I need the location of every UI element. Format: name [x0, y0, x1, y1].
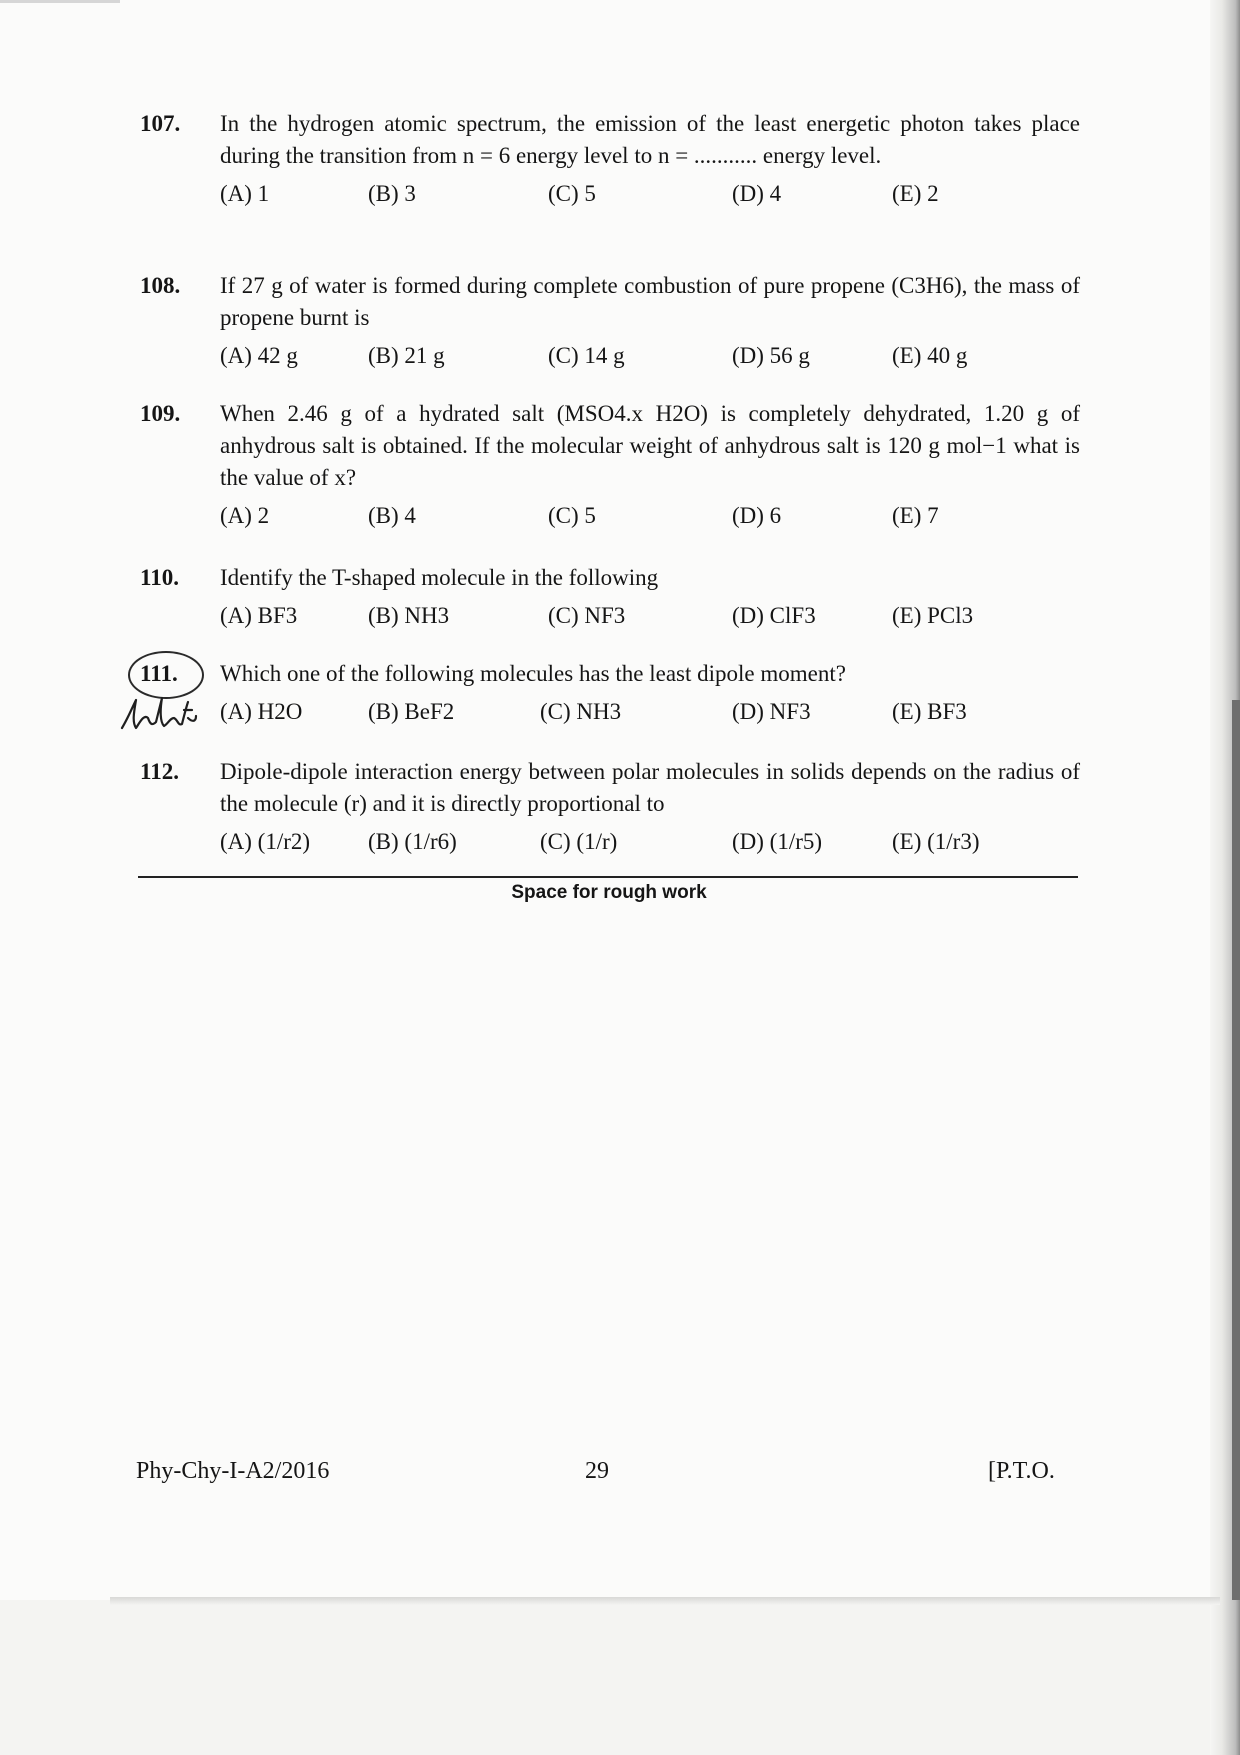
options-row	[140, 500, 1080, 536]
option-c: (C) NF3	[548, 603, 626, 628]
top-scan-mark	[0, 0, 120, 3]
question-number: 110.	[140, 565, 179, 590]
question-110	[140, 562, 1080, 636]
option-e: (E) PCl3	[892, 603, 974, 628]
option-b: (B) NH3	[368, 603, 450, 628]
option-b: (B) BeF2	[368, 699, 455, 724]
option-b: (B) 3	[368, 181, 416, 206]
option-b: (B) 4	[368, 503, 416, 528]
option-c: (C) 5	[548, 181, 596, 206]
question-number: 111.	[140, 661, 178, 686]
section-divider	[138, 876, 1078, 878]
option-d: (D) 56 g	[732, 343, 810, 368]
option-a: (A) (1/r2)	[220, 829, 311, 854]
option-d: (D) ClF3	[732, 603, 816, 628]
handwritten-deleted-annotation	[118, 688, 198, 738]
question-number: 107.	[140, 111, 181, 136]
question-111	[140, 658, 1080, 732]
option-e: (E) 7	[892, 503, 939, 528]
option-e: (E) (1/r3)	[892, 829, 980, 854]
option-a: (A) H2O	[220, 699, 303, 724]
options-row	[140, 826, 1080, 862]
option-a: (A) BF3	[220, 603, 298, 628]
question-108	[140, 270, 1080, 376]
option-c: (C) NH3	[540, 699, 622, 724]
option-d: (D) (1/r5)	[732, 829, 823, 854]
question-text: In the hydrogen atomic spectrum, the emission of the least energetic photon takes place during the transition from n = 6 energy level to n = ........... energy level.	[220, 111, 1080, 168]
options-row	[140, 696, 1080, 732]
options-row	[140, 178, 1080, 214]
pto-label: [P.T.O.	[988, 1458, 1055, 1484]
question-number: 112.	[140, 759, 179, 784]
option-b: (B) (1/r6)	[368, 829, 457, 854]
page-edge-dark	[1232, 700, 1240, 1600]
question-text: If 27 g of water is formed during complete combustion of pure propene (C3H6), the mass of propene burnt is	[220, 273, 1080, 330]
question-text: Which one of the following molecules has the least dipole moment?	[220, 661, 846, 686]
rough-work-label: Space for rough work	[511, 882, 707, 903]
option-c: (C) (1/r)	[540, 829, 618, 854]
question-text: Dipole-dipole interaction energy between polar molecules in solids depends on the radius of the molecule (r) and it is directly proportional to	[220, 759, 1080, 816]
question-number: 108.	[140, 273, 181, 298]
options-row	[140, 340, 1080, 376]
page-bottom-fold	[110, 1597, 1220, 1605]
option-c: (C) 5	[548, 503, 596, 528]
option-a: (A) 42 g	[220, 343, 298, 368]
option-d: (D) 6	[732, 503, 782, 528]
question-number: 109.	[140, 401, 181, 426]
option-e: (E) 40 g	[892, 343, 968, 368]
options-row	[140, 600, 1080, 636]
option-b: (B) 21 g	[368, 343, 445, 368]
option-a: (A) 2	[220, 503, 270, 528]
option-a: (A) 1	[220, 181, 270, 206]
option-e: (E) BF3	[892, 699, 967, 724]
option-e: (E) 2	[892, 181, 939, 206]
paper-code: Phy-Chy-I-A2/2016	[136, 1458, 330, 1484]
page-number: 29	[585, 1458, 609, 1484]
question-107	[140, 108, 1080, 214]
question-text: Identify the T-shaped molecule in the following	[220, 565, 659, 590]
question-text: When 2.46 g of a hydrated salt (MSO4.x H2O) is completely dehydrated, 1.20 g of anhydrous salt is obtained. If the molecular weight of anhydrous salt is 120 g mol−1 what is the value of x?	[220, 401, 1080, 490]
option-c: (C) 14 g	[548, 343, 625, 368]
option-d: (D) 4	[732, 181, 782, 206]
option-d: (D) NF3	[732, 699, 811, 724]
question-112	[140, 756, 1080, 862]
question-109	[140, 398, 1080, 536]
